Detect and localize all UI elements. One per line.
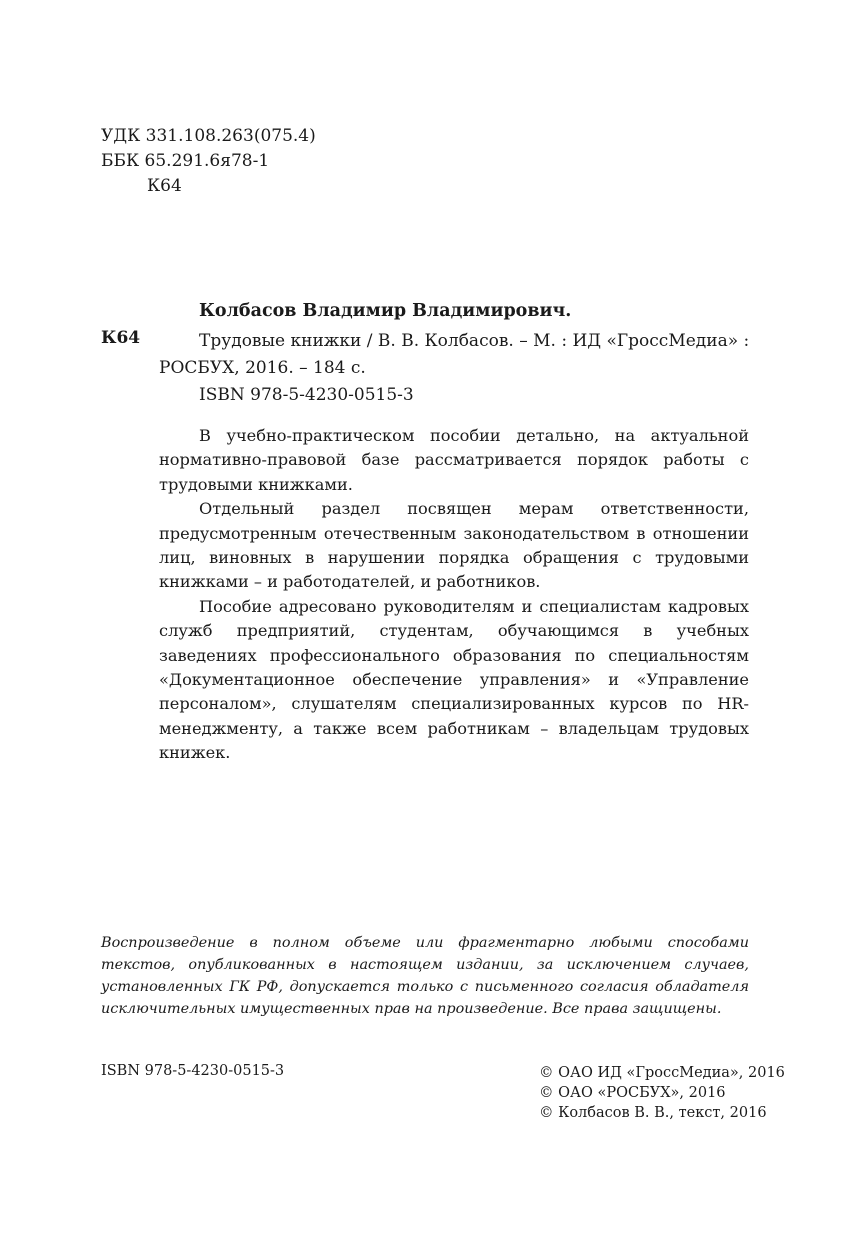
bibliographic-publisher-line: РОСБУХ, 2016. – 184 с. bbox=[159, 358, 366, 378]
footer-isbn: ISBN 978-5-4230-0515-3 bbox=[101, 1063, 285, 1079]
author-mark: К64 bbox=[147, 176, 182, 196]
copyright-line: © ОАО «РОСБУХ», 2016 bbox=[539, 1085, 726, 1101]
copyright-notice: Воспроизведение в полном объеме или фрагментарно любыми способами текстов, опубликованных в настоящем издании, за исключением случаев, установленных ГК РФ, допускается только с письменного согласия обладателя исключительных имущественных прав на произведение. Все права защищены. bbox=[101, 935, 749, 1017]
copyright-line: © Колбасов В. В., текст, 2016 bbox=[539, 1105, 767, 1121]
abstract bbox=[159, 424, 749, 766]
bibliographic-record bbox=[159, 328, 749, 409]
bibliographic-title-line: Трудовые книжки / В. В. Колбасов. – М. : ИД «ГроссМедиа» : bbox=[199, 331, 750, 351]
udk-code: УДК 331.108.263(075.4) bbox=[101, 126, 316, 146]
copyright-line: © ОАО ИД «ГроссМедиа», 2016 bbox=[539, 1065, 785, 1081]
classification-block bbox=[101, 124, 316, 199]
author-name: Колбасов Владимир Владимирович. bbox=[199, 301, 572, 321]
copyright-list bbox=[539, 1063, 785, 1123]
abstract-paragraph: В учебно-практическом пособии детально, на актуальной нормативно-правовой базе рассматривается порядок работы с трудовыми книжками. bbox=[159, 426, 749, 494]
abstract-paragraph: Пособие адресовано руководителям и специалистам кадровых служб предприятий, студентам, обучающимся в учебных заведениях профессионального образования по специальностям «Документационное обеспечение управления» и «Управление персоналом», слушателям специализированных курсов по HR-менеджменту, а также всем работникам – владельцам трудовых книжек. bbox=[159, 596, 749, 763]
author-mark-side: К64 bbox=[101, 328, 141, 348]
abstract-paragraph: Отдельный раздел посвящен мерам ответственности, предусмотренным отечественным законодательством в отношении лиц, виновных в нарушении порядка обращения с трудовыми книжками – и работодателей, и работников. bbox=[159, 499, 749, 592]
bbk-code: ББК 65.291.6я78-1 bbox=[101, 151, 270, 171]
bibliographic-isbn: ISBN 978-5-4230-0515-3 bbox=[199, 385, 414, 405]
